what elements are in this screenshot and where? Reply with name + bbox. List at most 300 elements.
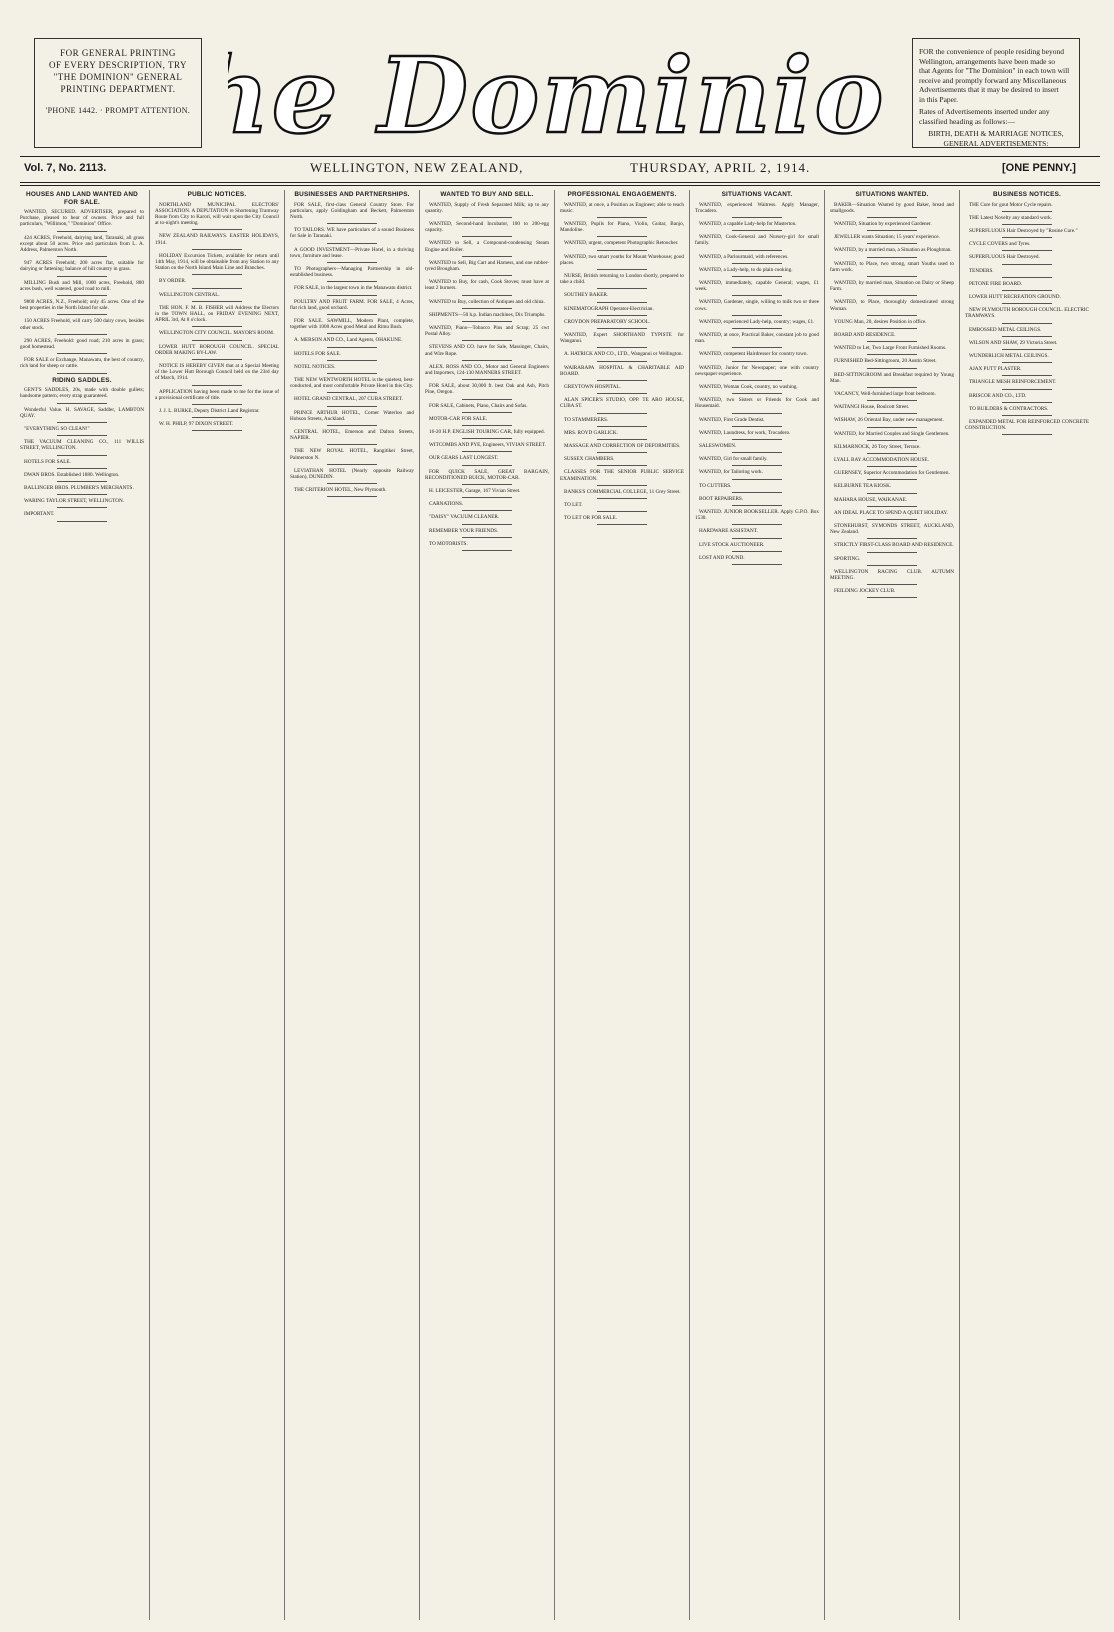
column-2 [155,190,279,1620]
block-separator [597,498,647,499]
block-separator [732,426,782,427]
block-separator [57,231,107,232]
advertisement-block: WANTED, a Parlourmaid, with references. [699,253,789,260]
block-separator [732,439,782,440]
block-separator [1002,237,1052,238]
columns-area [20,190,1100,1620]
advertisement-block: TRIANGLE MESH REINFORCEMENT. [969,379,1057,386]
block-separator [327,223,377,224]
block-separator [867,552,917,553]
advertisement-block: FURNISHED Bed-Sittingroom, 20 Austin Street. [834,358,937,365]
advertisement-block: AJAX PUTT PLASTER. [969,366,1022,373]
printing-phone: 'PHONE 1442. · PROMPT ATTENTION. [45,106,191,115]
block-separator [462,308,512,309]
block-separator [597,288,647,289]
block-separator [867,519,917,520]
column-7 [830,190,954,1620]
block-separator [192,288,242,289]
block-separator [327,464,377,465]
printing-line-1: FOR GENERAL PRINTING [60,48,176,58]
block-separator [462,484,512,485]
advertisement-block: WANTED to Buy, collection of Antiques and old china. [429,298,545,305]
advertisement-block: CENTRAL HOTEL, Emerson and Dalton Streets, NAPIER. [290,428,414,442]
block-separator [462,275,512,276]
block-separator [732,347,782,348]
block-separator [192,229,242,230]
block-separator [867,295,917,296]
advertisement-block: BOOT REPAIRERS. [699,495,744,502]
block-separator [327,333,377,334]
advertisement-block: WANTED, for Married Couples and Single Gentlemen. [834,430,950,437]
block-separator [597,380,647,381]
dateline-bottom-rule [20,182,1100,183]
advertisement-block: THE VACUUM CLEANING CO., 111 WILLIS STREET, WELLINGTON. [20,439,144,452]
advertisement-block: WARING TAYLOR STREET, WELLINGTON. [24,498,125,505]
block-separator [867,597,917,598]
advertisement-block: WANTED, Second-hand Incubator, 100 to 200-egg capacity. [425,220,549,234]
block-separator [867,413,917,414]
advertisement-block: JEWELLER wants Situation; 15 years' experience. [834,234,940,241]
block-separator [192,404,242,405]
advertisement-block: WANTED, Situation by experienced Gardener. [834,220,932,227]
advertisement-block: Wonderful Value. H. SAVAGE, Saddler, LAMBTON QUAY. [20,406,144,419]
block-separator [192,326,242,327]
advertisement-block: WANTED, immediately, capable General; wages, £1 week. [695,279,819,293]
advertisement-block: WISHAW, 26 Oriental Bay, under new management. [834,417,944,424]
column-divider [554,190,555,1620]
column-divider [959,190,960,1620]
advertisement-block: NURSE, British returning to London shortly, prepared to take a child. [560,272,684,286]
advertisement-block: FOR SALE, first-class General Country Store. For particulars, apply Goldingham and Beckett, Palmerston North. [290,201,414,220]
advertisement-block: NOTEL NOTICES. [294,363,336,370]
advertisement-block: LEVIATHAN HOTEL (Nearly opposite Railway Station), DUNEDIN. [290,467,414,480]
advertisement-block: 16-20 H.P. ENGLISH TOURING CAR, fully equipped. [429,428,545,435]
block-separator [597,361,647,362]
advertisement-block: SOUTHEY BAKER. [564,292,609,299]
block-separator [732,295,782,296]
block-separator [597,269,647,270]
block-separator [57,314,107,315]
advertisement-block: TO STAMMERERS. [564,416,609,423]
advertisement-block: LOWER HUTT BOROUGH COUNCIL. SPECIAL ORDER MAKING BY-LAW. [155,343,279,356]
advertisement-block: MILLING Bush and Mill, 1000 acres, Freehold, 800 acres bush, well watered, good road to mill. [20,279,144,292]
advertisement-block: THE Cure for gout Motor Cycle repairs. [969,201,1053,208]
advertisement-block: WANTED, two smart youths for Mount Warehouse; good places. [560,253,684,266]
block-separator [462,399,512,400]
advertisement-block: DWAN BROS. Established 1880. Wellington. [24,471,120,478]
block-separator [1002,415,1052,416]
advertisement-block: STONEHURST, SYMONDS STREET, AUCKLAND, New Zealand. [830,522,954,536]
block-separator [732,538,782,539]
block-separator [192,385,242,386]
dateline-bottom-rule-2 [20,185,1100,186]
block-separator [57,481,107,482]
advertisement-block: WANTED to Sell, Big Cart and Harness, and one rubber-tyred Brougham. [425,259,549,272]
advertisement-block: WANTED, Supply of Fresh Separated Milk; up to any quantity. [425,201,549,214]
block-separator [867,354,917,355]
block-separator [462,321,512,322]
block-separator [867,243,917,244]
block-separator [732,276,782,277]
advertisement-block: EMBOSSED METAL CEILINGS. [969,326,1042,333]
advertisement-block: NOTICE IS HEREBY GIVEN that at a Special Meeting of the Lower Hutt Borough Council held on the 23rd day of March, 1914. [155,362,279,382]
advertisement-block: FOR SALE, Cabinets, Piano, Chairs and Sofas. [429,402,528,409]
advertisement-block: WANTED, two Sisters or Friends for Cook and Housemaid. [695,397,819,410]
advertisement-block: PETONE FIRE BOARD. [969,280,1023,287]
advertisement-block: TO BUILDERS & CONTRACTORS. [969,405,1049,412]
block-separator [57,507,107,508]
block-separator [327,483,377,484]
block-separator [462,340,512,341]
advertisement-block: THE NEW WENTWORTH HOTEL is the quietest, best-conducted, and most comfortable Private Hotel in this City. [290,376,414,390]
block-separator [327,360,377,361]
advertisement-block: 424 ACRES, Freehold, dairying land, Taranaki, all grass except about 50 acres. Price and particulars from L. A. Address, Palmerston North. [20,234,144,254]
block-separator [1002,362,1052,363]
block-separator [57,276,107,277]
block-separator [327,425,377,426]
block-separator [867,400,917,401]
block-separator [462,497,512,498]
block-separator [867,276,917,277]
masthead-title [228,34,888,154]
advertisement-block: TO LET OR FOR SALE. [564,515,617,522]
advertisement-block: WANTED, Woman Cook, country, no washing. [699,383,798,390]
block-separator [867,387,917,388]
block-separator [732,413,782,414]
block-separator [327,392,377,393]
advertisement-block: H. LEICESTER, Garage, 167 Vivian Street. [429,487,521,494]
advertisement-block: BANKS'S COMMERCIAL COLLEGE, 11 Grey Street. [564,488,681,495]
block-separator [867,230,917,231]
block-separator [732,230,782,231]
advertisement-block: HOTELS FOR SALE. [294,350,341,357]
advertisement-block: BALLINGER BROS. PLUMBER'S MERCHANTS. [24,484,134,491]
advertisement-block: TO CUTTERS. [699,482,732,489]
volume-number: Vol. 7, No. 2113. [24,162,107,174]
block-separator [867,584,917,585]
block-separator [867,440,917,441]
block-separator [462,550,512,551]
advertisement-block: HARDWARE ASSISTANT. [699,528,758,535]
advertisement-block: TO LET. [564,501,583,508]
block-separator [867,565,917,566]
advertisement-block: STRICTLY FIRST-CLASS BOARD AND RESIDENCE. [834,542,954,549]
advertisement-block: WANTED, First Grade Dentist. [699,416,765,423]
advertisement-block: YOUNG Man, 20, desires Position in office. [834,318,927,325]
block-separator [597,393,647,394]
block-separator [732,361,782,362]
block-separator [462,425,512,426]
advertisement-block: ALEX. ROSS AND CO., Motor and General Engineers and Importers, 124-130 MANNERS STREET. [425,363,549,376]
advertisement-block: LOST AND FOUND. [699,554,745,561]
block-separator [57,334,107,335]
advertisement-block: W. H. PHILP, 97 DIXON STREET. [159,421,234,428]
block-separator [192,417,242,418]
block-separator [867,453,917,454]
block-separator [327,406,377,407]
block-separator [732,393,782,394]
advertisement-block: WANTED, Expert SHORTHAND TYPISTE for Wanganui. [560,331,684,345]
block-separator [57,403,107,404]
block-separator [867,315,917,316]
advertisement-block: WANTED, by married man, Situation on Dairy or Sheep Farm. [830,279,954,293]
block-separator [462,524,512,525]
block-separator [57,295,107,296]
advertisement-block: 290 ACRES, Freehold: good road; 210 acres in grass; good homestead. [20,337,144,351]
advertisement-block: WANTED, at once, Practical Baker, constant job to good man. [695,331,819,345]
advertisement-block: WANTED, Pupils for Piano, Violin, Guitar, Banjo, Mandoline. [560,220,684,234]
agents-line-4: receive and promptly forward any Miscellaneous [919,75,1067,85]
advertisement-block: SUPERFLUOUS Hair Destroyed by "Rosine Cure." [969,227,1078,234]
column-3 [290,190,414,1620]
column-heading: SITUATIONS WANTED. [855,191,929,198]
advertisement-block: CLASSES FOR THE SENIOR PUBLIC SERVICE EXAMINATION. [560,469,684,482]
advertisement-block: FOR SALE, about 30,000 ft. best Oak and Ash, Pitch Pine, Oregon. [425,383,549,396]
block-separator [597,217,647,218]
block-separator [732,315,782,316]
block-separator [732,505,782,506]
block-separator [192,430,242,431]
block-separator [327,444,377,445]
block-separator [1002,336,1052,337]
printing-advert-box [34,38,202,148]
advertisement-block: WANTED to Sell, a Compound-condensing Steam Engine and Boiler. [425,240,549,253]
column-heading: BUSINESS NOTICES. [992,191,1062,198]
block-separator [597,524,647,525]
agents-line-2: Wellington, arrangements have been made so [919,56,1056,66]
block-separator [1002,402,1052,403]
advertisement-block: TO MOTORISTS. [429,540,468,547]
block-separator [867,506,917,507]
block-separator [597,426,647,427]
block-separator [867,328,917,329]
block-separator [597,465,647,466]
advertisement-block: BRISCOE AND CO., LTD. [969,392,1027,399]
advertisement-block: KILMARNOCK, 26 Tory Street, Terrace. [834,443,921,450]
column-subheading: RIDING SADDLES. [52,376,112,384]
column-heading: SITUATIONS VACANT. [721,191,793,198]
advertisement-block: POULTRY AND FRUIT FARM. FOR SALE, 4 Acres, flat rich land, good orchard. [290,298,414,311]
advertisement-block: ALAN SPICER'S STUDIO, OPP. TE ARO HOUSE, CUBA ST. [560,397,684,410]
advertisement-block: CYCLE COVERS and Tyres. [969,241,1031,248]
column-divider [419,190,420,1620]
advertisement-block: WANTED, Gardener, single, willing to milk two or three cows. [695,299,819,312]
block-separator [867,257,917,258]
advertisement-block: WANTED to Buy, for cash, Cook Stoves; must have at least 2 burners. [425,279,549,292]
block-separator [327,373,377,374]
block-separator [327,295,377,296]
block-separator [597,439,647,440]
advertisement-block: WANTED, Girl for small family. [699,456,768,463]
agents-line-7: Rates of Advertisements inserted under any [919,107,1050,116]
block-separator [597,485,647,486]
column-divider [149,190,150,1620]
advertisement-block: MOTOR-CAR FOR SALE. [429,415,487,422]
block-separator [597,315,647,316]
advertisement-block: A. HATRICK AND CO., LTD., Wanganui or Wellington. [564,351,683,358]
advertisement-block: J. J. L. BURKE, Deputy District Land Registrar. [159,407,260,414]
advertisement-block: TO TAILORS. WE have particulars of a sound Business for Sale in Taranaki. [290,227,414,240]
block-separator [327,314,377,315]
block-separator [867,466,917,467]
advertisement-block: BOARD AND RESIDENCE. [834,331,896,338]
advertisement-block: WANTED, competent Hairdresser for country town. [699,351,808,358]
block-separator [597,347,647,348]
block-separator [597,236,647,237]
block-separator [1002,224,1052,225]
advertisement-block: KELBURNE TEA KIOSK. [834,483,892,490]
block-separator [1002,211,1052,212]
block-separator [57,422,107,423]
advertisement-block: WANTED, Piano—Tobacco Pins and Scrap; 25 cwt Postal Alloy. [425,324,549,338]
advertisement-block: WUNDERLICH METAL CEILINGS. [969,352,1049,359]
block-separator [192,274,242,275]
advertisement-block: WANTED, by a married man, a Situation as Ploughman. [834,247,952,254]
agents-line-6: in this Paper. [919,94,958,104]
advertisement-block: 150 ACRES Freehold, will carry 500 dairy cows, besides other stock. [20,318,144,331]
advertisement-block: WILSON AND SHAW, 29 Victoria Street. [969,339,1058,346]
advertisement-block: GENT'S SADDLES, 20s, made with double gullets; handsome pattern; every strap guaranteed. [20,387,144,400]
block-separator [57,353,107,354]
advertisement-block: NEW ZEALAND RAILWAYS. EASTER HOLIDAYS, 1914. [155,233,279,246]
block-separator [867,493,917,494]
advertisement-block: BED-SITTINGROOM and Breakfast required by Young Man. [830,371,954,384]
advertisement-block: WANTED, Laundress, for work, Trocadero. [699,429,791,436]
agents-line-10: GENERAL ADVERTISEMENTS: [943,138,1049,148]
block-separator [867,217,917,218]
block-separator [57,256,107,257]
agents-line-8: classified heading as follows:— [919,116,1016,126]
advertisement-block: HOLIDAY Excursion Tickets, available for return until 14th May, 1914, will be obtainable from any Station to any Station on the North Island Main Line and Branches. [155,252,279,272]
advertisement-block: WANTED, Cook-General and Nursery-girl for small family. [695,234,819,247]
advertisement-block: A GOOD INVESTMENT—Private Hotel, in a thriving town, furniture and lease. [290,246,414,259]
advertisement-block: WELLINGTON CITY COUNCIL. MAYOR'S ROOM. [159,330,275,337]
advertisement-block: MASSAGE AND CORRECTION OF DEFORMITIES. [564,442,681,449]
block-separator [462,379,512,380]
advertisement-block: BAKER—Situation Wanted by good Baker, bread and smallgoods. [830,201,954,214]
column-heading: HOUSES AND LAND WANTED AND FOR SALE. [26,191,138,206]
block-separator [732,479,782,480]
block-separator [597,302,647,303]
agents-line-3: that Agents for "The Dominion" in each town will [919,66,1070,75]
block-separator [1002,290,1052,291]
price: [ONE PENNY.] [1002,162,1076,174]
block-separator [462,295,512,296]
dateline [20,158,1100,180]
advertisement-block: THE NEW ROYAL HOTEL, Rangitikei Street, Palmerston N. [290,448,414,461]
block-separator [57,521,107,522]
advertisement-block: PRINCE ARTHUR HOTEL, Corner Waterloo and Hobson Streets, Auckland. [290,409,414,422]
block-separator [327,262,377,263]
block-separator [867,341,917,342]
dateline-top-rule [20,156,1100,157]
block-separator [1002,389,1052,390]
advertisement-block: CARNATIONS. [429,501,464,508]
advertisement-block: WANTED, Junior for Newspaper; one with country newspaper experience. [695,364,819,377]
column-4 [425,190,549,1620]
advertisement-block: 9800 ACRES, N.Z., Freehold; only 45 acres. One of the best properties in the North Island for sale. [20,299,144,312]
column-1 [20,190,144,1620]
advertisement-block: WANTED, a Lady-help, to do plain cooking. [699,266,793,273]
advertisement-block: THE Latest Novelty any standard work. [969,214,1052,221]
block-separator [192,359,242,360]
advertisement-block: SPORTING. [834,555,861,562]
advertisement-block: LYALL BAY ACCOMMODATION HOUSE. [834,456,929,463]
advertisement-block: SALESWOMEN. [699,442,737,449]
advertisement-block: A. MERSON AND CO., Land Agents, OHAKUNE. [294,337,403,344]
block-separator [732,328,782,329]
advertisement-block: WANTED, to Place, two strong, smart Youths used to farm work. [830,260,954,273]
column-6 [695,190,819,1620]
advertisement-block: HOTELS FOR SALE. [24,458,71,465]
advertisement-block: EXPANDED METAL FOR REINFORCED CONCRETE CONSTRUCTION. [965,418,1089,432]
advertisement-block: WANTED, a capable Lady-help for Masterton. [699,220,797,227]
printing-line-4: PRINTING DEPARTMENT. [60,84,176,94]
advertisement-block: WELLINGTON RACING CLUB. AUTUMN MEETING. [830,568,954,581]
block-separator [462,360,512,361]
block-separator [867,368,917,369]
block-separator [597,250,647,251]
block-separator [732,551,782,552]
advertisement-block: WANTED to Let, Two Large Front Furnished Rooms. [834,345,947,352]
advertisement-block: STEVENS AND CO. have for Sale, Massinger, Chairs, and Wire Rope. [425,344,549,357]
block-separator [192,249,242,250]
agents-line-9: BIRTH, DEATH & MARRIAGE NOTICES, [928,129,1064,138]
advertisement-block: WAITANGI House, Boulcott Street. [834,404,910,411]
column-heading: PROFESSIONAL ENGAGEMENTS. [567,191,677,198]
masthead-svg [228,34,888,154]
advertisement-block: FOR QUICK SALE, GREAT BARGAIN, RECONDITIONED BUICK, MOTOR-CAR. [425,468,549,481]
advertisement-block: FOR SALE, in the largest town in the Manawatu district. [294,285,413,292]
column-5 [560,190,684,1620]
block-separator [867,427,917,428]
advertisement-block: IMPORTANT. [24,511,55,518]
block-separator [462,510,512,511]
block-separator [57,435,107,436]
advertisement-block: WITCOMBS AND PYE, Engineers, VIVIAN STREET. [429,442,546,449]
advertisement-block: WELLINGTON CENTRAL. [159,291,220,298]
block-separator [732,492,782,493]
block-separator [462,537,512,538]
block-separator [1002,277,1052,278]
block-separator [462,465,512,466]
block-separator [327,347,377,348]
advertisement-block: OUR GEARS LAST LONGEST. [429,455,499,462]
block-separator [1002,375,1052,376]
advertisement-block: MAHARA HOUSE, WAIKANAE. [834,496,908,503]
advertisement-block: 947 ACRES Freehold; 200 acres flat, suitable for dairying or fattening; balance of hill country in grass. [20,260,144,273]
advertisement-block: TO Photographers—Managing Partnership in old-established business. [290,265,414,279]
advertisement-block: WANTED, experienced Lady-help, country; wages, £1. [699,318,815,325]
advertisement-block: SHIPMENTS—50 h.p. Indian machines, Dix Triumphs. [429,311,546,318]
block-separator [732,380,782,381]
advertisement-block: WANTED, SECURED. ADVERTISER, prepared to Purchase, pleased to hear of owners. Price and full particulars, "Willimon," "Dominion" Office. [20,209,144,228]
advertisement-block: HOTEL GRAND CENTRAL, 207 CUBA STREET. [294,396,403,403]
advertisement-block: WAIRARAPA HOSPITAL & CHARITABLE AID BOARD. [560,364,684,377]
block-separator [732,524,782,525]
advertisement-block: KINEMATOGRAPH Operator-Electrician. [564,305,654,312]
block-separator [1002,264,1052,265]
block-separator [462,438,512,439]
advertisement-block: APPLICATION having been made to me for the issue of a provisional certificate of title. [155,388,279,401]
advertisement-block: CROYDON PREPARATORY SCHOOL. [564,318,651,325]
block-separator [1002,349,1052,350]
advertisement-block: FOR SALE or Exchange, Manawatu, the best of country, rich land for sheep or cattle. [20,357,144,370]
advertisement-block: THE CRITERION HOTEL, New Plymouth. [294,487,387,494]
advertisement-block: BY ORDER. [159,278,187,285]
advertisement-block: MRS. ROYD GARLICK. [564,429,618,436]
column-divider [824,190,825,1620]
